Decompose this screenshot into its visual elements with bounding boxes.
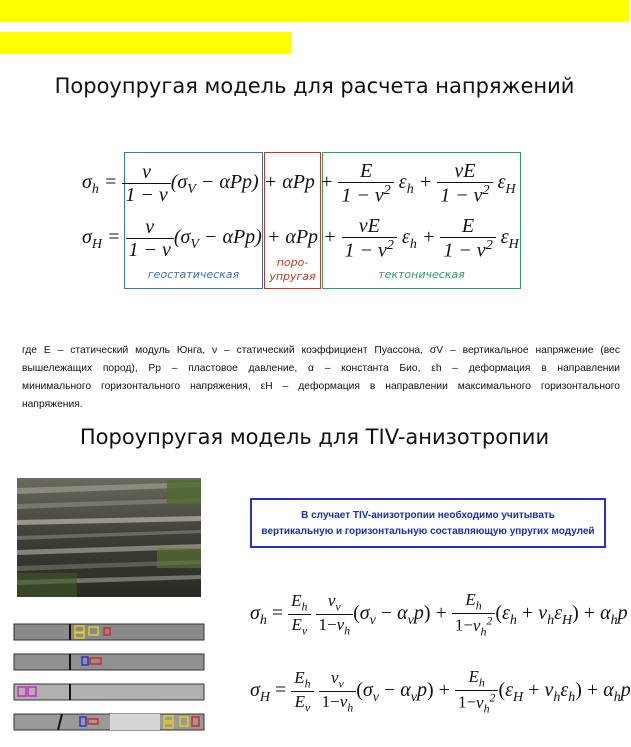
notice-line-1: В случает TIV-анизотропии необходимо учитывать bbox=[301, 510, 555, 521]
definitions-paragraph bbox=[22, 342, 620, 414]
core-image-1 bbox=[0, 622, 208, 644]
heading-tiv: Пороупругая модель для TIV-анизотропии bbox=[79, 425, 550, 449]
equation-sigma-H: $\sigma_H$ = $\frac{\nu}{1 - \nu}$ $(\sigma_V - \alpha Pp) + \alpha Pp$ + $\frac{\nu E}{1 - \nu^2}$ $\varepsilon_h$ + $\frac{E}{1 - \nu^2}$ $\varepsilon_H$ bbox=[82, 215, 519, 262]
poroelastic-label-line2: упругая bbox=[269, 270, 316, 283]
core-image-2 bbox=[0, 652, 208, 674]
tiv-notice-box bbox=[250, 498, 606, 548]
tiv-equation-sigma-H: $\sigma_H$ = $\frac{E_h}{E_v}$ $\frac{\nu_v}{1-\nu_h}$ $(\sigma_v - \alpha_vp)$ + $\frac{E_h}{1-\nu_h^2}$ $(\varepsilon_H + \nu_h\varepsilon_h) + \alpha_hp$ bbox=[250, 667, 631, 716]
highlight-bar-second bbox=[0, 32, 291, 54]
equation-sigma-h: $\sigma_h$ = $\frac{\nu}{1 - \nu}$ $(\sigma_V - \alpha Pp) + \alpha Pp$ + $\frac{E}{1 - \nu^2}$ $\varepsilon_h$ + $\frac{\nu E}{1 - \nu^2}$ $\varepsilon_H$ bbox=[82, 160, 516, 207]
definitions-line-2: вышележащих пород), Pp – пластовое давление, α – константа Био, εh – деформация в направлении bbox=[22, 363, 620, 374]
highlight-bar-top bbox=[0, 0, 629, 22]
core-image-3 bbox=[0, 682, 208, 704]
notice-line-2: вертикальную и горизонтальную составляющую упругих модулей bbox=[261, 526, 595, 537]
heading-poroelastic-stress: Пороупругая модель для расчета напряжений bbox=[54, 74, 575, 98]
rock-outcrop-photo bbox=[17, 478, 201, 597]
definitions-line-4: напряжения. bbox=[22, 399, 83, 410]
core-image-4 bbox=[0, 712, 208, 734]
definitions-line-1: где E – статический модуль Юнга, ν – статический коэффициент Пуассона, σV – вертикальное напряжение (вес bbox=[22, 345, 620, 356]
definitions-line-3: минимального горизонтального напряжения, εH – деформация в направлении максимального горизонтального bbox=[22, 381, 620, 392]
poroelastic-label-line1: поро- bbox=[276, 256, 309, 269]
tectonic-label: тектоническая bbox=[378, 268, 465, 281]
tiv-equation-sigma-h: $\sigma_h$ = $\frac{E_h}{E_v}$ $\frac{\nu_v}{1-\nu_h}$ $(\sigma_v - \alpha_vp)$ + $\frac{E_h}{1-\nu_h^2}$ $(\varepsilon_h + \nu_h\varepsilon_H) + \alpha_hp$ bbox=[250, 590, 628, 639]
geostatic-label: геостатическая bbox=[147, 268, 240, 281]
